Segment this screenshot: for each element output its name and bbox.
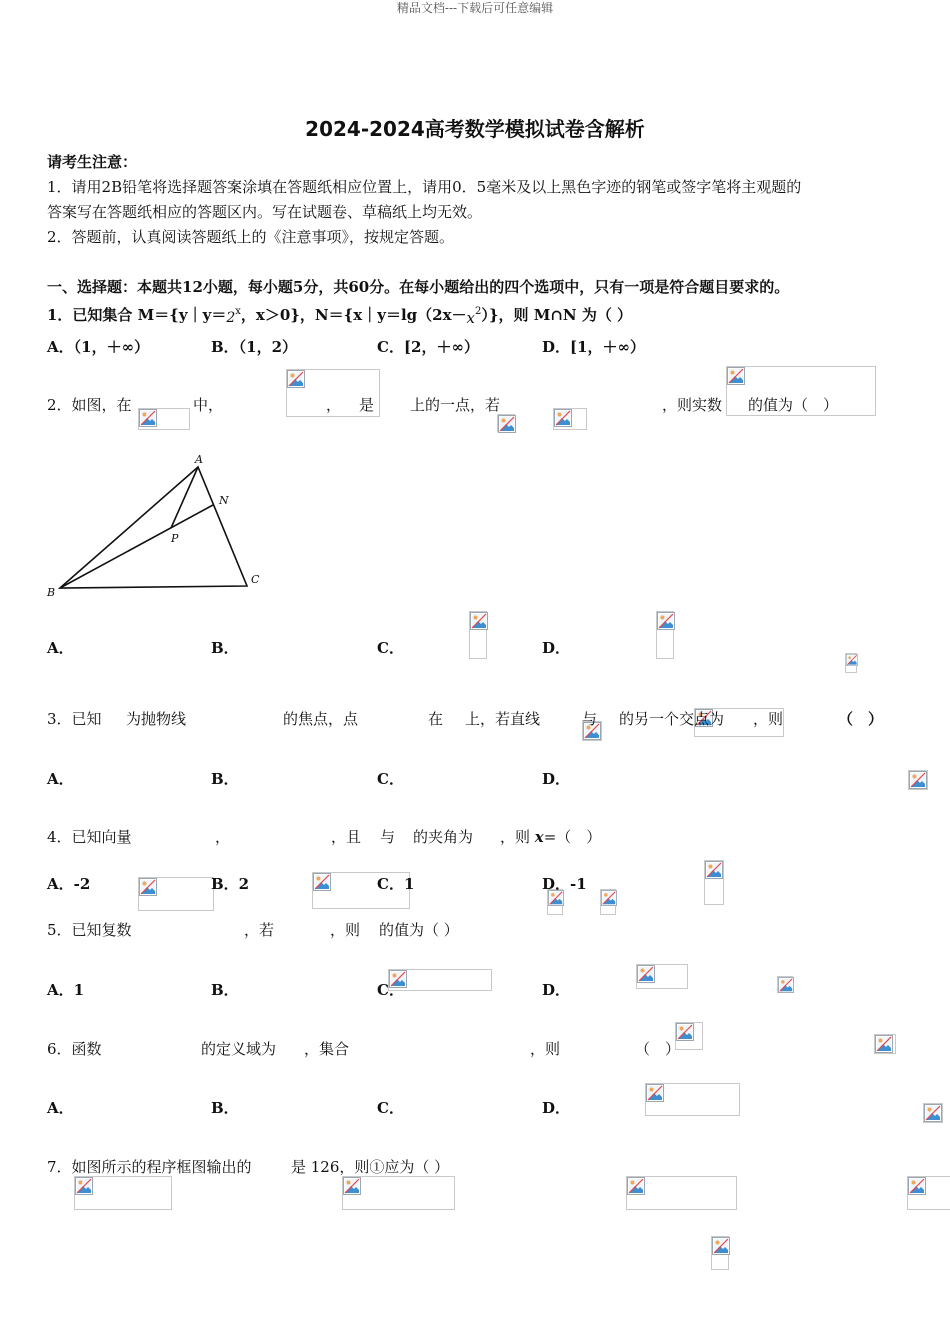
q1-option-d[interactable]: D．[1，＋∞） — [542, 338, 646, 356]
q1-option-c[interactable]: C．[2，＋∞） — [377, 338, 479, 356]
q2-option-d[interactable]: D． — [542, 639, 571, 657]
q6-text-3: ，集合 — [304, 1040, 350, 1058]
q5-option-c[interactable]: C． — [377, 981, 404, 999]
q3-option-a[interactable]: A． — [47, 770, 74, 788]
q3-text-7: 的另一个交点为 — [619, 710, 725, 728]
q6-option-b-image — [342, 1176, 455, 1210]
q4-eq: =（ ） — [543, 828, 602, 846]
q2-formula-image-4 — [553, 408, 587, 430]
q1-option-a[interactable]: A．（1，＋∞） — [47, 338, 150, 356]
q4-image-4 — [600, 889, 616, 915]
notice-heading: 请考生注意： — [47, 153, 138, 171]
q4-option-a[interactable]: A．-2 — [47, 875, 91, 893]
q6-option-a-image — [74, 1176, 172, 1210]
q5-text-1: 5．已知复数 — [47, 921, 132, 939]
notice-item1-line1: 1．请用2B铅笔将选择题答案涂填在答题纸相应位置上，请用0．5毫米及以上黑色字迹的钢笔或签字笔将主观题的 — [47, 178, 802, 196]
q2-option-a[interactable]: A． — [47, 639, 74, 657]
q1-text-a: 1．已知集合 M＝{y｜y＝ — [47, 306, 227, 324]
q6-option-d-image — [907, 1176, 950, 1210]
q7-image-1 — [711, 1236, 729, 1270]
label-b: B — [47, 586, 56, 599]
q1-sq: 2 — [474, 306, 482, 317]
label-a: A — [195, 453, 203, 466]
q3-text-8: ，则 — [753, 710, 784, 728]
q6-image-1 — [645, 1083, 740, 1116]
q2-text-5: 上的一点，若 — [410, 396, 501, 414]
q6-option-c-image — [626, 1176, 737, 1210]
label-n: N — [219, 494, 229, 507]
q1-text-d: ，x＞0}，N＝{x｜y＝lg（2x－ — [240, 306, 467, 324]
q4-option-d[interactable]: D．-1 — [542, 875, 587, 893]
q6-option-b[interactable]: B． — [211, 1099, 239, 1117]
segment-bn — [60, 505, 213, 588]
q2-option-b-image — [656, 611, 674, 659]
q5-text-3: ，则 — [330, 921, 361, 939]
q2-option-c-image — [845, 653, 857, 673]
q5-option-b[interactable]: B． — [211, 981, 239, 999]
q3-text-5: 上，若直线 — [465, 710, 541, 728]
q5-option-c-image — [874, 1034, 896, 1054]
q3-option-a-image — [908, 770, 928, 790]
q1-option-b[interactable]: B．（1，2） — [211, 338, 298, 356]
q4-x: x — [534, 828, 544, 846]
q5-option-d[interactable]: D． — [542, 981, 571, 999]
page-title: 2024-2024高考数学模拟试卷含解析 — [305, 117, 645, 141]
q3-option-c[interactable]: C． — [377, 770, 404, 788]
q2-formula-image-1 — [138, 408, 190, 430]
q5-text-2: ，若 — [244, 921, 275, 939]
q1-text-g: ）}，则 M∩N 为（ ） — [481, 306, 633, 324]
q4-option-c[interactable]: C．1 — [377, 875, 415, 893]
q4-image-5 — [704, 860, 724, 905]
q6-image-2 — [923, 1103, 943, 1123]
q5-option-a[interactable]: A．1 — [47, 981, 85, 999]
q4-text-3: ，且 — [331, 828, 362, 846]
q4-option-b[interactable]: B．2 — [211, 875, 250, 893]
q3-text-9: （ ） — [838, 710, 884, 728]
q4-text-1: 4．已知向量 — [47, 828, 132, 846]
q2-text-1: 2．如图，在 — [47, 396, 132, 414]
q3-text-4: 在 — [428, 710, 444, 728]
q3-text-6: 与 — [582, 710, 598, 728]
q1-base: 2 — [226, 310, 236, 326]
q3-option-b[interactable]: B． — [211, 770, 239, 788]
q4-then: ，则 — [500, 828, 535, 846]
triangle-figure — [40, 448, 270, 608]
label-c: C — [251, 573, 260, 586]
q4-text-2: ， — [215, 828, 231, 846]
q6-text-1: 6．函数 — [47, 1040, 102, 1058]
q5-image-3 — [777, 976, 793, 993]
q2-text-4: 是 — [359, 396, 375, 414]
segment-ap — [171, 467, 198, 528]
q7-text-1: 7．如图所示的程序框图输出的 — [47, 1158, 252, 1176]
q3-text-3: 的焦点，点 — [283, 710, 359, 728]
q5-text-4: 的值为（ ） — [379, 921, 459, 939]
page-header: 精品文档---下载后可任意编辑 — [396, 1, 554, 15]
q2-formula-image-3 — [497, 414, 515, 432]
q3-text-2: 为抛物线 — [126, 710, 187, 728]
q4-text-6 — [500, 827, 601, 847]
q1-var: x — [466, 309, 475, 327]
section-heading: 一、选择题：本题共12小题，每小题5分，共60分。在每小题给出的四个选项中，只有一项是符合题目要求的。 — [47, 278, 790, 296]
q6-option-a[interactable]: A． — [47, 1099, 74, 1117]
q5-image-2 — [636, 964, 688, 989]
q2-text-2: 中， — [193, 396, 224, 414]
q6-option-d[interactable]: D． — [542, 1099, 571, 1117]
q7-text-2: 是 126，则①应为（ ） — [291, 1158, 450, 1176]
q2-option-c[interactable]: C． — [377, 639, 404, 657]
q2-option-b[interactable]: B． — [211, 639, 239, 657]
q6-text-4: ，则 — [530, 1040, 561, 1058]
q6-text-2: 的定义域为 — [201, 1040, 277, 1058]
q3-text-1: 3．已知 — [47, 710, 102, 728]
q3-option-d[interactable]: D． — [542, 770, 571, 788]
notice-item2: 2．答题前，认真阅读答题纸上的《注意事项》，按规定答题。 — [47, 228, 455, 246]
question-1 — [47, 302, 632, 328]
notice-item1-line2: 答案写在答题纸相应的答题区内。写在试题卷、草稿纸上均无效。 — [47, 203, 483, 221]
triangle-abc — [60, 467, 247, 588]
q4-text-5: 的夹角为 — [413, 828, 474, 846]
q2-option-a-image — [469, 611, 487, 659]
q2-text-6: ，则实数 — [662, 396, 723, 414]
q2-text-7: 的值为（ ） — [748, 396, 839, 414]
label-p: P — [171, 532, 179, 545]
q1-exp: x — [235, 306, 241, 317]
q2-text-3: ， — [326, 396, 342, 414]
q4-text-4: 与 — [380, 828, 396, 846]
q6-option-c[interactable]: C． — [377, 1099, 404, 1117]
q6-text-5: （ ） — [635, 1040, 681, 1058]
q4-image-1 — [138, 877, 214, 911]
